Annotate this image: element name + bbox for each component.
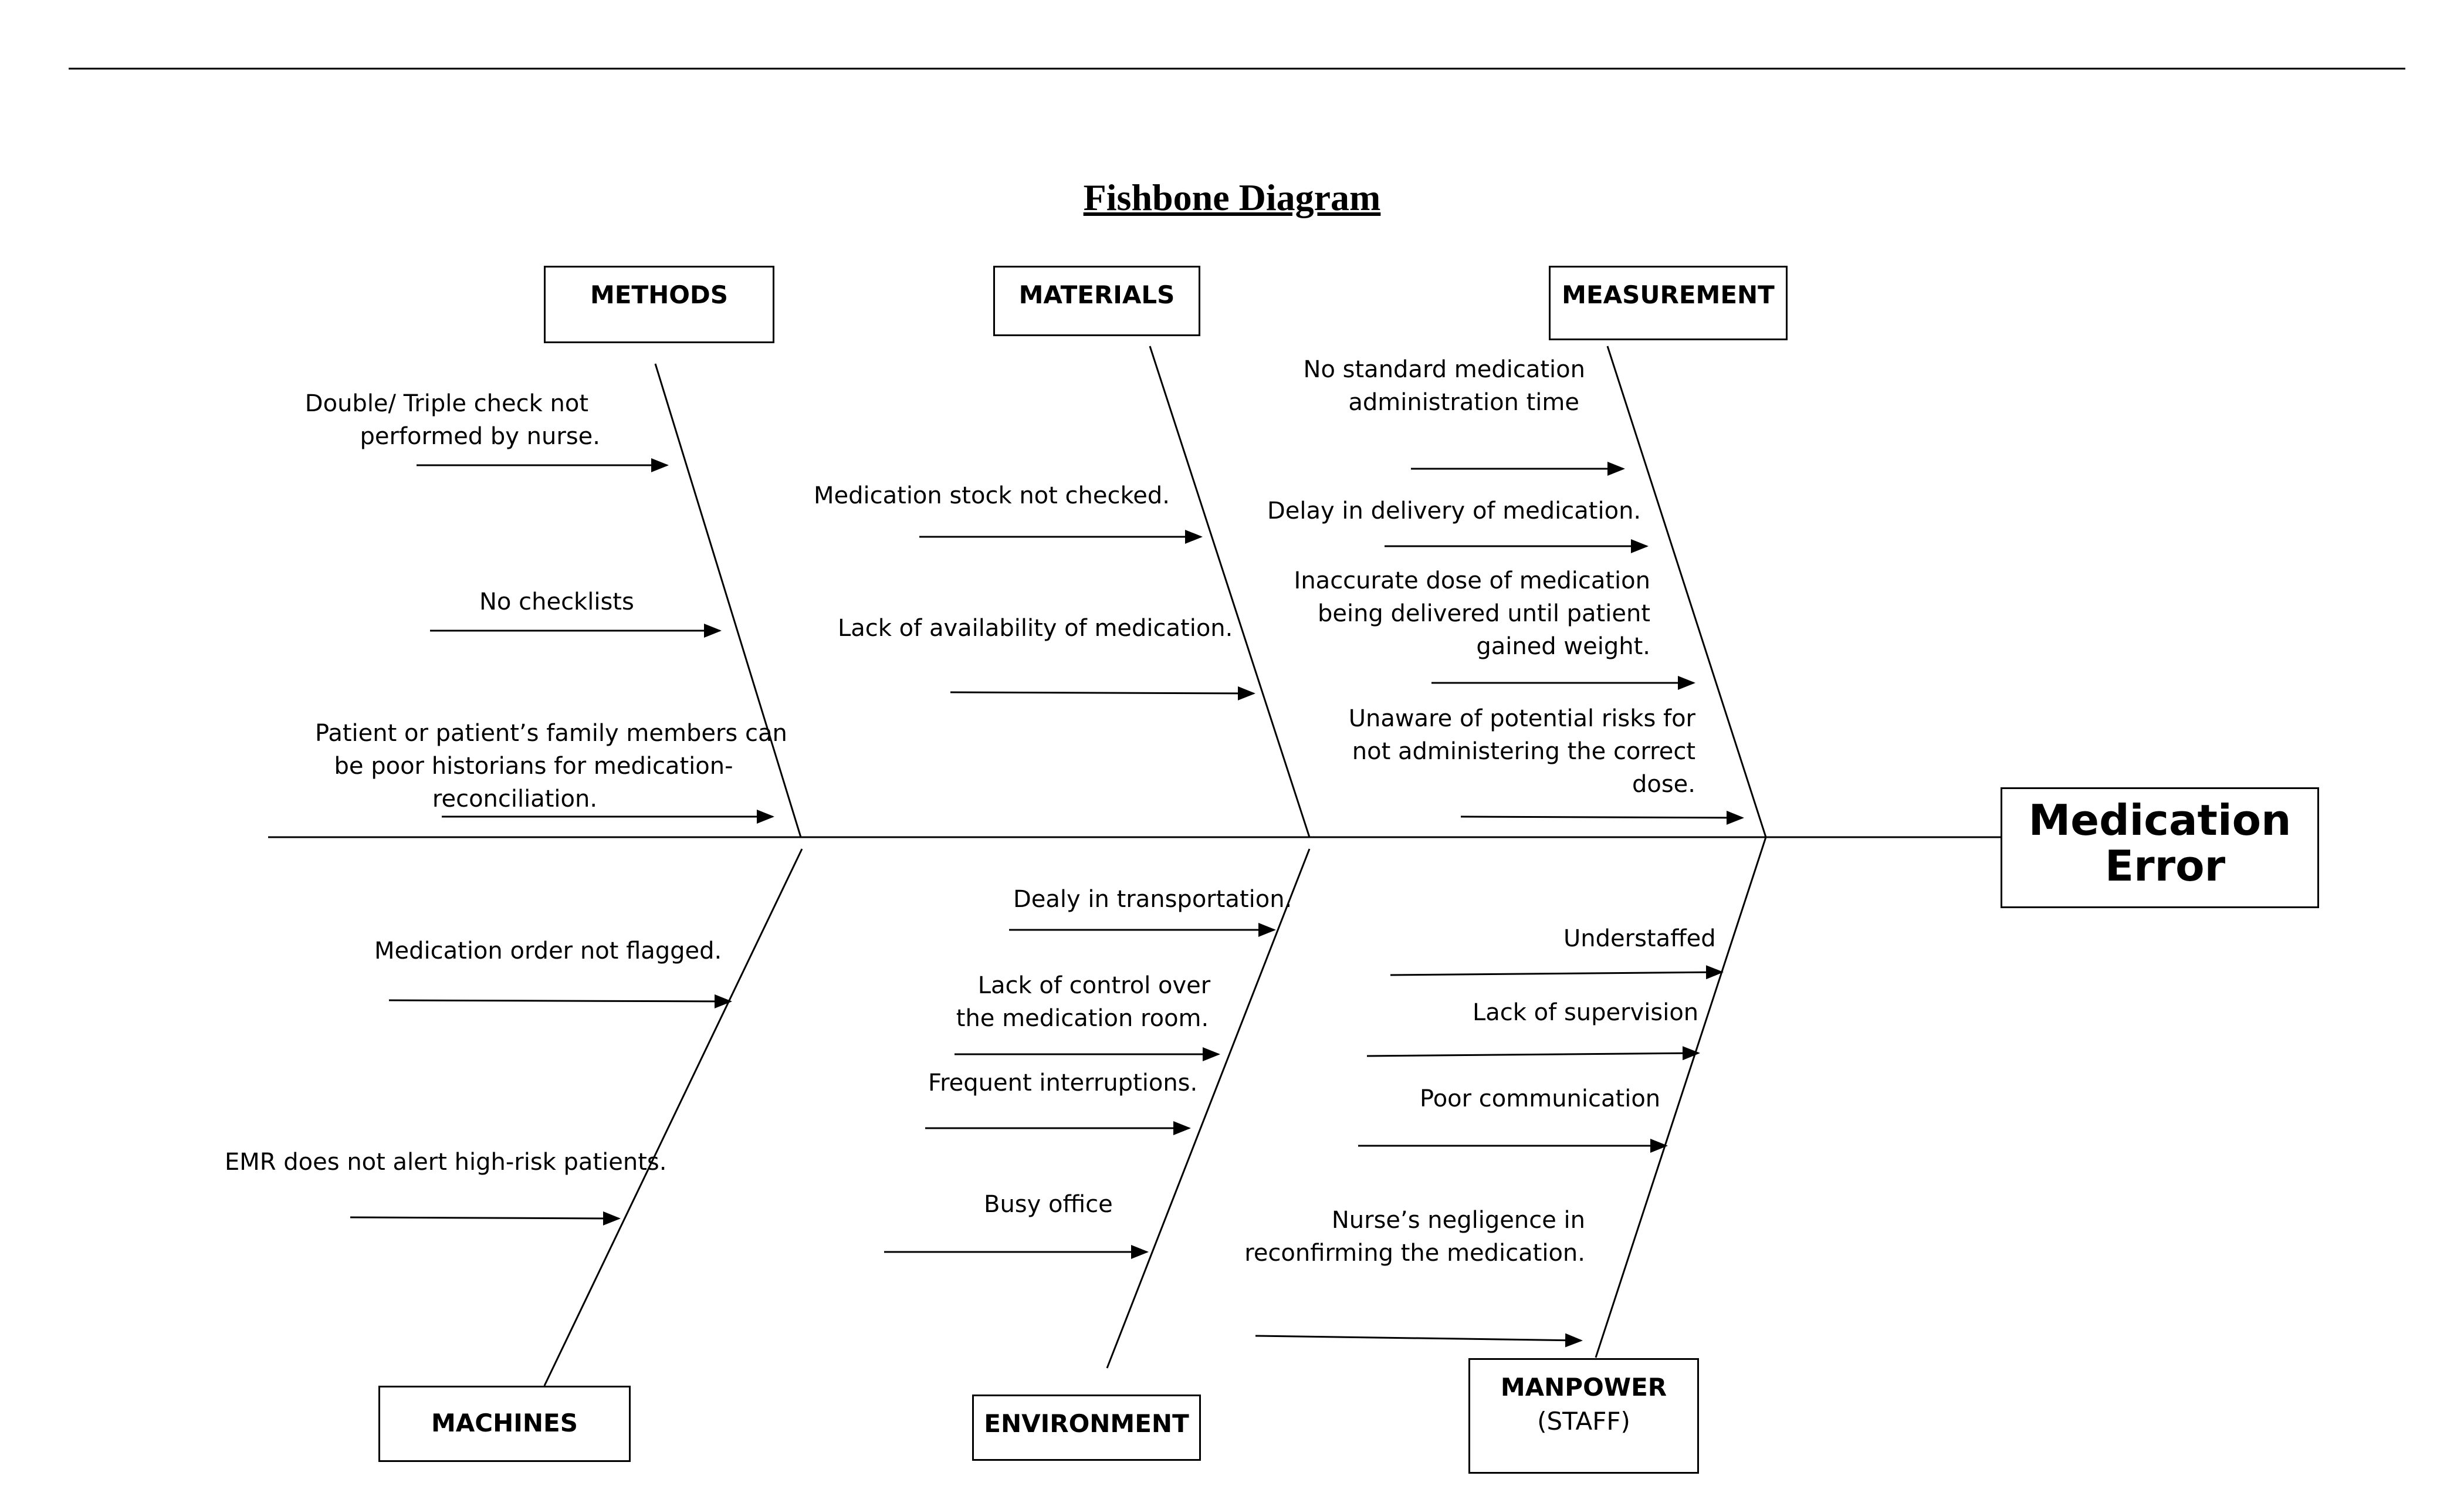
cause-manpower-3 <box>1420 1082 1660 1115</box>
cause-line: No checklists <box>479 588 634 615</box>
cause-line: Delay in delivery of medication. <box>1267 497 1641 524</box>
cause-line: Busy office <box>984 1191 1113 1218</box>
category-environment-label: ENVIRONMENT <box>984 1409 1189 1438</box>
category-methods-label: METHODS <box>590 280 729 309</box>
cause-line: gained weight. <box>1476 633 1650 660</box>
manpower-arrow-2 <box>1367 1053 1698 1056</box>
cause-line: being delivered until patient <box>1317 600 1650 627</box>
cause-methods-3 <box>315 717 787 815</box>
effect-box <box>2001 787 2319 908</box>
cause-environment-2 <box>936 969 1229 1035</box>
cause-line: Unaware of potential risks for <box>1348 705 1695 732</box>
environment-bone <box>1107 849 1309 1368</box>
machines-bone <box>544 849 802 1386</box>
cause-line: Inaccurate dose of medication <box>1294 567 1650 594</box>
cause-environment-3 <box>928 1067 1197 1099</box>
cause-measurement-4 <box>1349 702 1695 801</box>
cause-measurement-3 <box>1294 564 1650 663</box>
effect-line-2: Error <box>2104 841 2226 891</box>
cause-line: not administering the correct <box>1352 738 1695 765</box>
category-manpower-label: MANPOWER <box>1500 1373 1667 1402</box>
category-machines-label: MACHINES <box>431 1409 578 1437</box>
cause-line: reconfirming the medication. <box>1244 1240 1585 1267</box>
cause-environment-1 <box>1013 883 1292 916</box>
category-measurement-label: MEASUREMENT <box>1562 280 1775 309</box>
category-measurement <box>1549 266 1788 340</box>
cause-line: Understaffed <box>1563 925 1716 952</box>
cause-machines-1 <box>374 935 722 967</box>
cause-line: dose. <box>1632 771 1695 798</box>
category-environment <box>972 1395 1201 1461</box>
measurement-arrow-4 <box>1461 817 1742 818</box>
category-methods <box>544 266 774 343</box>
cause-methods-2 <box>479 585 634 618</box>
cause-line: Dealy in transportation. <box>1013 886 1292 913</box>
category-manpower-sublabel: (STAFF) <box>1537 1407 1630 1436</box>
cause-line: reconciliation. <box>432 786 598 813</box>
machines-arrow-2 <box>350 1217 619 1219</box>
cause-line: Lack of supervision <box>1473 999 1699 1026</box>
cause-line: Frequent interruptions. <box>928 1069 1198 1096</box>
cause-manpower-4 <box>1244 1204 1585 1270</box>
machines-arrow-1 <box>389 1000 730 1001</box>
category-manpower <box>1468 1358 1699 1474</box>
cause-environment-4 <box>984 1188 1113 1221</box>
cause-line: Lack of control over <box>977 972 1211 999</box>
materials-arrow-2 <box>950 692 1254 693</box>
category-materials <box>993 266 1200 336</box>
cause-manpower-1 <box>1563 922 1716 955</box>
materials-bone <box>1150 346 1309 837</box>
cause-manpower-2 <box>1473 996 1698 1029</box>
cause-line: Nurse’s negligence in <box>1331 1207 1585 1234</box>
effect-line-1: Medication <box>2028 796 2292 845</box>
cause-line: Medication order not flagged. <box>374 937 722 964</box>
category-materials-label: MATERIALS <box>1018 280 1175 309</box>
cause-methods-1 <box>305 387 600 453</box>
diagram-title: Fishbone Diagram <box>1083 177 1381 218</box>
cause-measurement-1 <box>1304 353 1585 419</box>
cause-line: Medication stock not checked. <box>814 482 1170 509</box>
cause-line: Patient or patient’s family members can <box>315 720 787 747</box>
cause-line: administration time <box>1348 389 1579 416</box>
cause-line: the medication room. <box>956 1005 1209 1032</box>
cause-materials-1 <box>814 479 1170 512</box>
cause-machines-2 <box>225 1146 666 1179</box>
manpower-arrow-1 <box>1390 972 1722 975</box>
category-machines <box>378 1386 631 1462</box>
cause-materials-2 <box>838 612 1233 645</box>
cause-line: Lack of availability of medication. <box>838 615 1233 642</box>
cause-line: EMR does not alert high-risk patients. <box>225 1149 667 1176</box>
cause-measurement-2 <box>1267 495 1641 527</box>
cause-line: be poor historians for medication- <box>334 753 733 780</box>
cause-line: performed by nurse. <box>360 423 600 450</box>
cause-line: No standard medication <box>1303 356 1585 383</box>
manpower-arrow-4 <box>1255 1336 1581 1341</box>
cause-line: Poor communication <box>1420 1085 1661 1112</box>
cause-line: Double/ Triple check not <box>304 390 588 417</box>
